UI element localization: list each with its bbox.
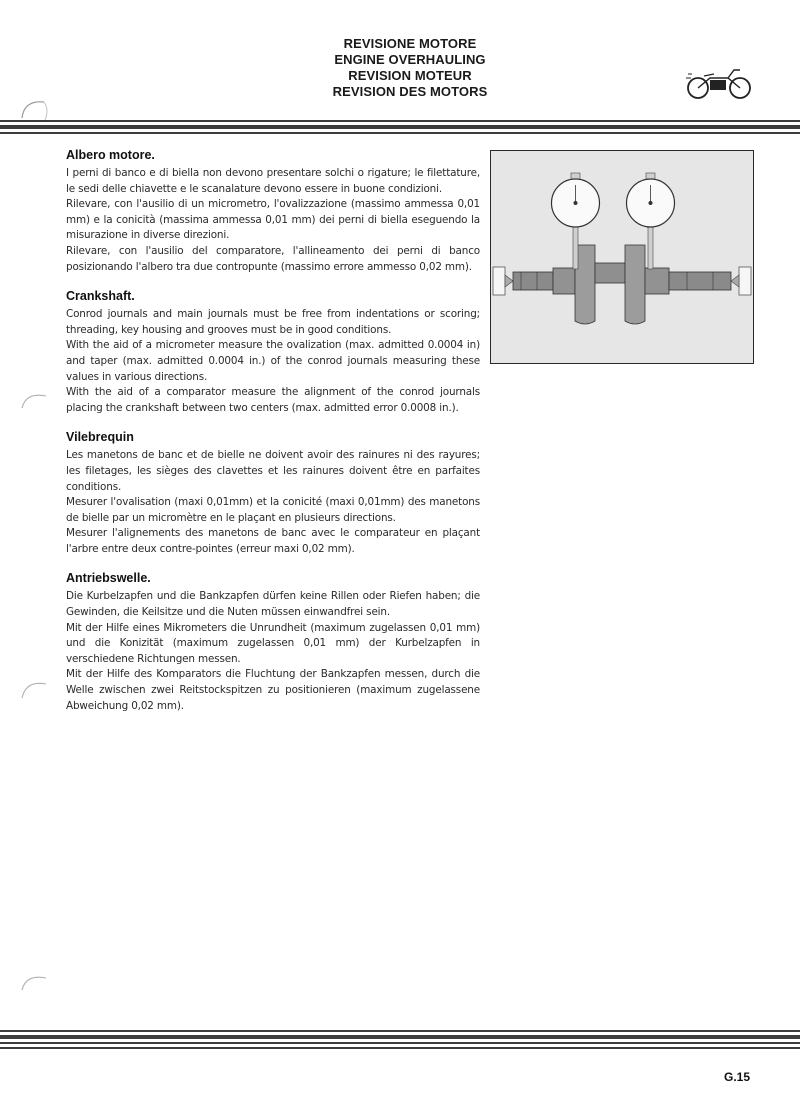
header-title-english: ENGINE OVERHAULING [334,52,486,67]
section-french [66,430,480,557]
motorcycle-icon [684,66,754,100]
header-title-italian: REVISIONE MOTORE [343,36,477,51]
section-paragraph: Conrod journals and main journals must be free from indentations or scoring; threading, key housing and grooves must be in good conditions. [66,308,480,336]
section-paragraph: Mesurer l'alignements des manetons de banc avec le comparateur en plaçant l'arbre entre deux contre-pointes (erreur maxi 0,02 mm). [66,527,480,555]
punch-hole-mark [20,676,50,706]
section-paragraph: Die Kurbelzapfen und die Bankzapfen dürfen keine Rillen oder Riefen haben; die Gewinden, die Keilsitze und die Nuten müssen einwandfrei sein. [66,590,480,619]
section-paragraph: Rilevare, con l'ausilio di un micrometro, l'ovalizzazione (massimo ammessa 0,01 mm) e la conicità (massima ammessa 0,01 mm) dei perni di biella eseguendo la misurazione in diverse direzioni. [66,198,480,242]
section-paragraph: With the aid of a micrometer measure the ovalization (max. admitted 0.0004 in) and taper (max. admitted 0.0004 in.) of the conrod journals measuring these values in various directions. [66,339,480,383]
section-english [66,289,480,416]
section-paragraph: Mit der Hilfe eines Mikrometers die Unrundheit (maximum zugelassen 0,01 mm) und die Konizität (maximum zugelassen 0,01 mm) der Kurbelzapfen in verschiedene Richtungen messen. [66,621,480,665]
footer-rule [0,1030,800,1052]
punch-hole-mark [20,388,50,418]
section-paragraph: I perni di banco e di biella non devono presentare solchi o rigature; le filettature, le sedi delle chiavette e le scanalature devono essere in buone condizioni. [66,167,480,195]
section-paragraph: With the aid of a comparator measure the alignment of the conrod journals placing the crankshaft between two centers (max. admitted error 0.0008 in.). [66,386,480,414]
figure-drawing [491,151,753,363]
header-rule [0,120,800,136]
section-paragraph: Mit der Hilfe des Komparators die Fluchtung der Bankzapfen messen, durch die Welle zwischen zwei Reitstockspitzen zu positionieren (maximum zugelassene Abweichung 0,02 mm). [66,668,480,712]
page-header [0,36,800,100]
section-heading: Antriebswelle. [66,571,151,586]
section-italian [66,148,480,275]
section-paragraph: Rilevare, con l'ausilio del comparatore, l'allineamento dei perni di banco posizionando l'albero tra due contropunte (massimo errore ammesso 0,02 mm). [66,244,480,273]
header-title-french: REVISION MOTEUR [348,68,472,83]
page-number: G.15 [724,1070,751,1084]
punch-hole-mark [20,970,50,1000]
section-german [66,571,480,714]
crankshaft-dial-gauge-illustration [490,150,754,364]
section-paragraph: Mesurer l'ovalisation (maxi 0,01mm) et la conicité (maxi 0,01mm) des manetons de bielle par un micromètre en le plaçant en plusieurs directions. [66,496,480,524]
main-content [66,148,480,728]
section-heading: Albero motore. [66,148,155,162]
header-title-german: REVISION DES MOTORS [332,84,488,99]
section-heading: Crankshaft. [66,289,135,304]
section-heading: Vilebrequin [66,430,134,445]
section-paragraph: Les manetons de banc et de bielle ne doivent avoir des rainures ni des rayures; les filetages, les sièges des clavettes et les rainures doivent être en parfaites conditions. [66,449,480,493]
